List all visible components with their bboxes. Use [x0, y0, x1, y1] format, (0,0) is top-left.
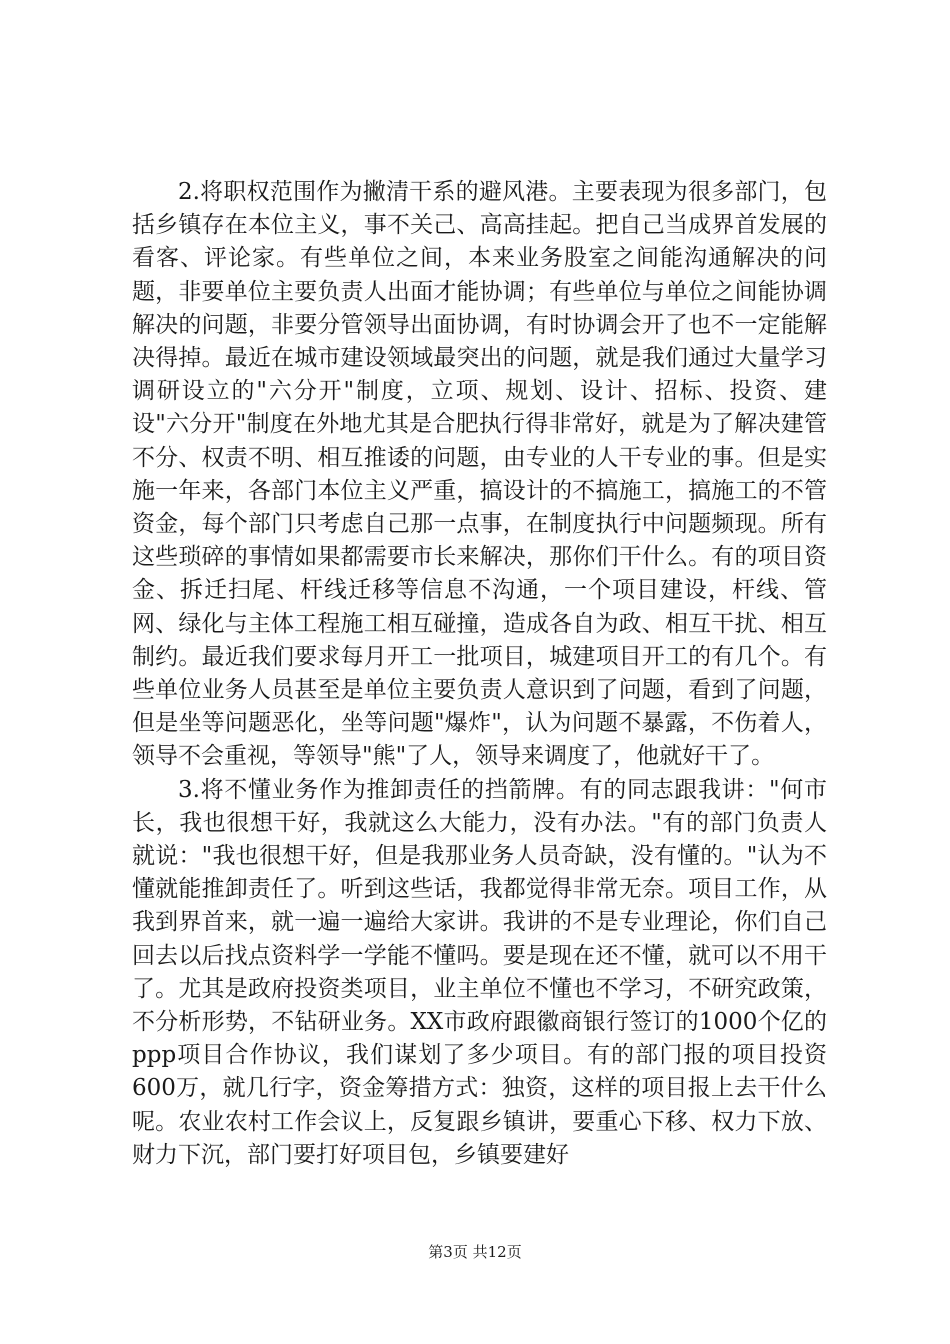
page-footer: 第3页 共12页	[428, 1243, 522, 1261]
body-text	[132, 176, 827, 1172]
paragraph-2: 2.将职权范围作为撇清干系的避风港。主要表现为很多部门，包括乡镇存在本位主义，事不关己、高高挂起。把自己当成界首发展的看客、评论家。有些单位之间，本来业务股室之间能沟通解决的问题，非要单位主要负责人出面才能协调；有些单位与单位之间能协调解决的问题，非要分管领导出面协调，有时协调会开了也不一定能解决得掉。最近在城市建设领域最突出的问题，就是我们通过大量学习调研设立的"六分开"制度，立项、规划、设计、招标、投资、建设"六分开"制度在外地尤其是合肥执行得非常好，就是为了解决建管不分、权责不明、相互推诿的问题，由专业的人干专业的事。但是实施一年来，各部门本位主义严重，搞设计的不搞施工，搞施工的不管资金，每个部门只考虑自己那一点事，在制度执行中问题频现。所有这些琐碎的事情如果都需要市长来解决，那你们干什么。有的项目资金、拆迁扫尾、杆线迁移等信息不沟通，一个项目建设，杆线、管网、绿化与主体工程施工相互碰撞，造成各自为政、相互干扰、相互制约。最近我们要求每月开工一批项目，城建项目开工的有几个。有些单位业务人员甚至是单位主要负责人意识到了问题，看到了问题，但是坐等问题恶化，坐等问题"爆炸"，认为问题不暴露，不伤着人，领导不会重视，等领导"熊"了人，领导来调度了，他就好干了。	[132, 179, 827, 770]
paragraph-3: 3.将不懂业务作为推卸责任的挡箭牌。有的同志跟我讲："何市长，我也很想干好，我就这么大能力，没有办法。"有的部门负责人就说："我也很想干好，但是我那业务人员奇缺，没有懂的。"认为不懂就能推卸责任了。听到这些话，我都觉得非常无奈。项目工作，从我到界首来，就一遍一遍给大家讲。我讲的不是专业理论，你们自己回去以后找点资料学一学能不懂吗。要是现在还不懂，就可以不用干了。尤其是政府投资类项目，业主单位不懂也不学习，不研究政策，不分析形势，不钻研业务。XX市政府跟徽商银行签订的1000个亿的ppp项目合作协议，我们谋划了多少项目。有的部门报的项目投资600万，就几行字，资金筹措方式：独资，这样的项目报上去干什么呢。农业农村工作会议上，反复跟乡镇讲，要重心下移、权力下放、财力下沉，部门要打好项目包，乡镇要建好	[132, 776, 827, 1168]
